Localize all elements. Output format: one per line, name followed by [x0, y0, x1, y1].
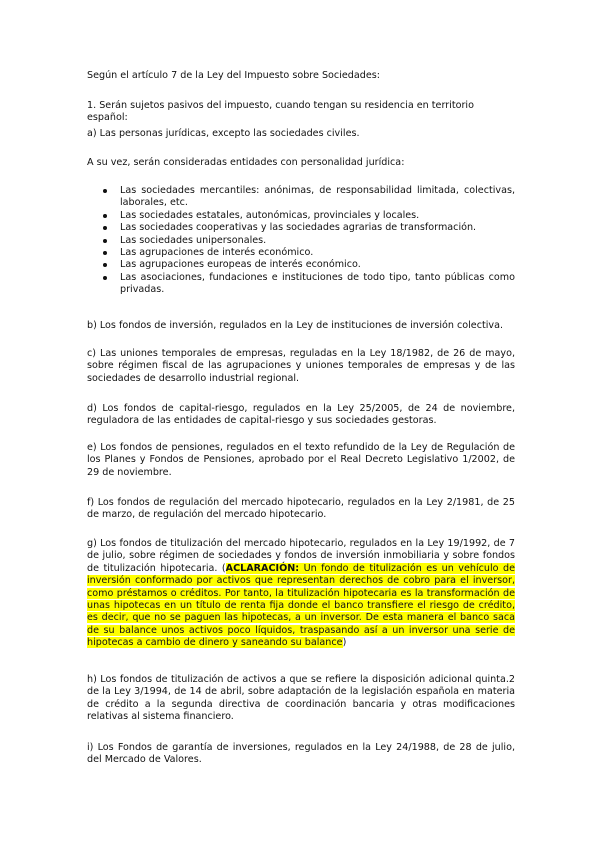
item-h: h) Los fondos de titulización de activos a que se refiere la disposición adicional quinta.2 de la Ley 3/1994, de 14 de abril, sobre adaptación de la legislación española en materia de crédito a la segunda directiva de coordinación bancaria y otras modificaciones relativas al sistema financiero.	[87, 674, 515, 723]
bullet-icon	[103, 214, 107, 218]
list-item: Las sociedades estatales, autonómicas, provinciales y locales.	[103, 210, 515, 222]
intro-text: A su vez, serán consideradas entidades con personalidad jurídica:	[87, 157, 405, 168]
item-b: b) Los fondos de inversión, regulados en la Ley de instituciones de inversión colectiva.	[87, 320, 504, 331]
entity-list	[103, 185, 515, 297]
list-item: Las agrupaciones europeas de interés económico.	[103, 259, 515, 271]
bullet-icon	[103, 226, 107, 230]
item-g	[87, 538, 515, 650]
bullet-icon	[103, 276, 107, 280]
note-highlight	[87, 563, 515, 648]
item-c: c) Las uniones temporales de empresas, reguladas en la Ley 18/1982, de 26 de mayo, sobre régimen fiscal de las agrupaciones y uniones temporales de empresas y de las sociedades de desarrollo industrial regional.	[87, 348, 515, 384]
heading: Según el artículo 7 de la Ley del Impuesto sobre Sociedades:	[87, 70, 380, 81]
note-label: ACLARACIÓN:	[225, 562, 300, 574]
bullet-icon	[103, 263, 107, 267]
note-close-paren: )	[342, 637, 347, 649]
point-1: 1. Serán sujetos pasivos del impuesto, cuando tengan su residencia en territorio español:	[87, 100, 474, 124]
item-a: a) Las personas jurídicas, excepto las sociedades civiles.	[87, 128, 360, 139]
note-open-paren: (	[221, 562, 226, 574]
bullet-icon	[103, 189, 107, 193]
item-f: f) Los fondos de regulación del mercado hipotecario, regulados en la Ley 2/1981, de 25 de marzo, de regulación del mercado hipotecario.	[87, 497, 515, 521]
list-item: Las asociaciones, fundaciones e instituciones de todo tipo, tanto públicas como privadas.	[103, 272, 515, 297]
note-text: Un fondo de titulización es un vehículo de inversión conformado por activos que representan derechos de cobro para el inversor, como préstamos o créditos. Por tanto, la titulización hipotecaria es la transformación de unas hipotecas en un título de renta fija donde el banco transfiere el riesgo de crédito, es decir, que no se paguen las hipotecas, a un inversor. De esta manera el banco saca de su balance unos activos poco líquidos, traspasando así a un inversor una serie de hipotecas a cambio de dinero y saneando su balance	[87, 562, 515, 649]
item-g-text: g) Los fondos de titulización del mercado hipotecario, regulados en la Ley 19/1992, de 7 de julio, sobre régimen de sociedades y fondos de inversión inmobiliaria y sobre fondos de titulización hipotecaria.	[87, 538, 515, 574]
bullet-icon	[103, 251, 107, 255]
item-i: i) Los Fondos de garantía de inversiones, regulados en la Ley 24/1988, de 28 de julio, del Mercado de Valores.	[87, 742, 515, 766]
list-item: Las sociedades unipersonales.	[103, 235, 515, 247]
item-d: d) Los fondos de capital-riesgo, regulados en la Ley 25/2005, de 24 de noviembre, reguladora de las entidades de capital-riesgo y sus sociedades gestoras.	[87, 403, 515, 427]
list-item: Las sociedades mercantiles: anónimas, de responsabilidad limitada, colectivas, laborales, etc.	[103, 185, 515, 210]
item-e: e) Los fondos de pensiones, regulados en el texto refundido de la Ley de Regulación de los Planes y Fondos de Pensiones, aprobado por el Real Decreto Legislativo 1/2002, de 29 de noviembre.	[87, 442, 515, 478]
list-item: Las sociedades cooperativas y las sociedades agrarias de transformación.	[103, 222, 515, 234]
bullet-icon	[103, 239, 107, 243]
list-item: Las agrupaciones de interés económico.	[103, 247, 515, 259]
